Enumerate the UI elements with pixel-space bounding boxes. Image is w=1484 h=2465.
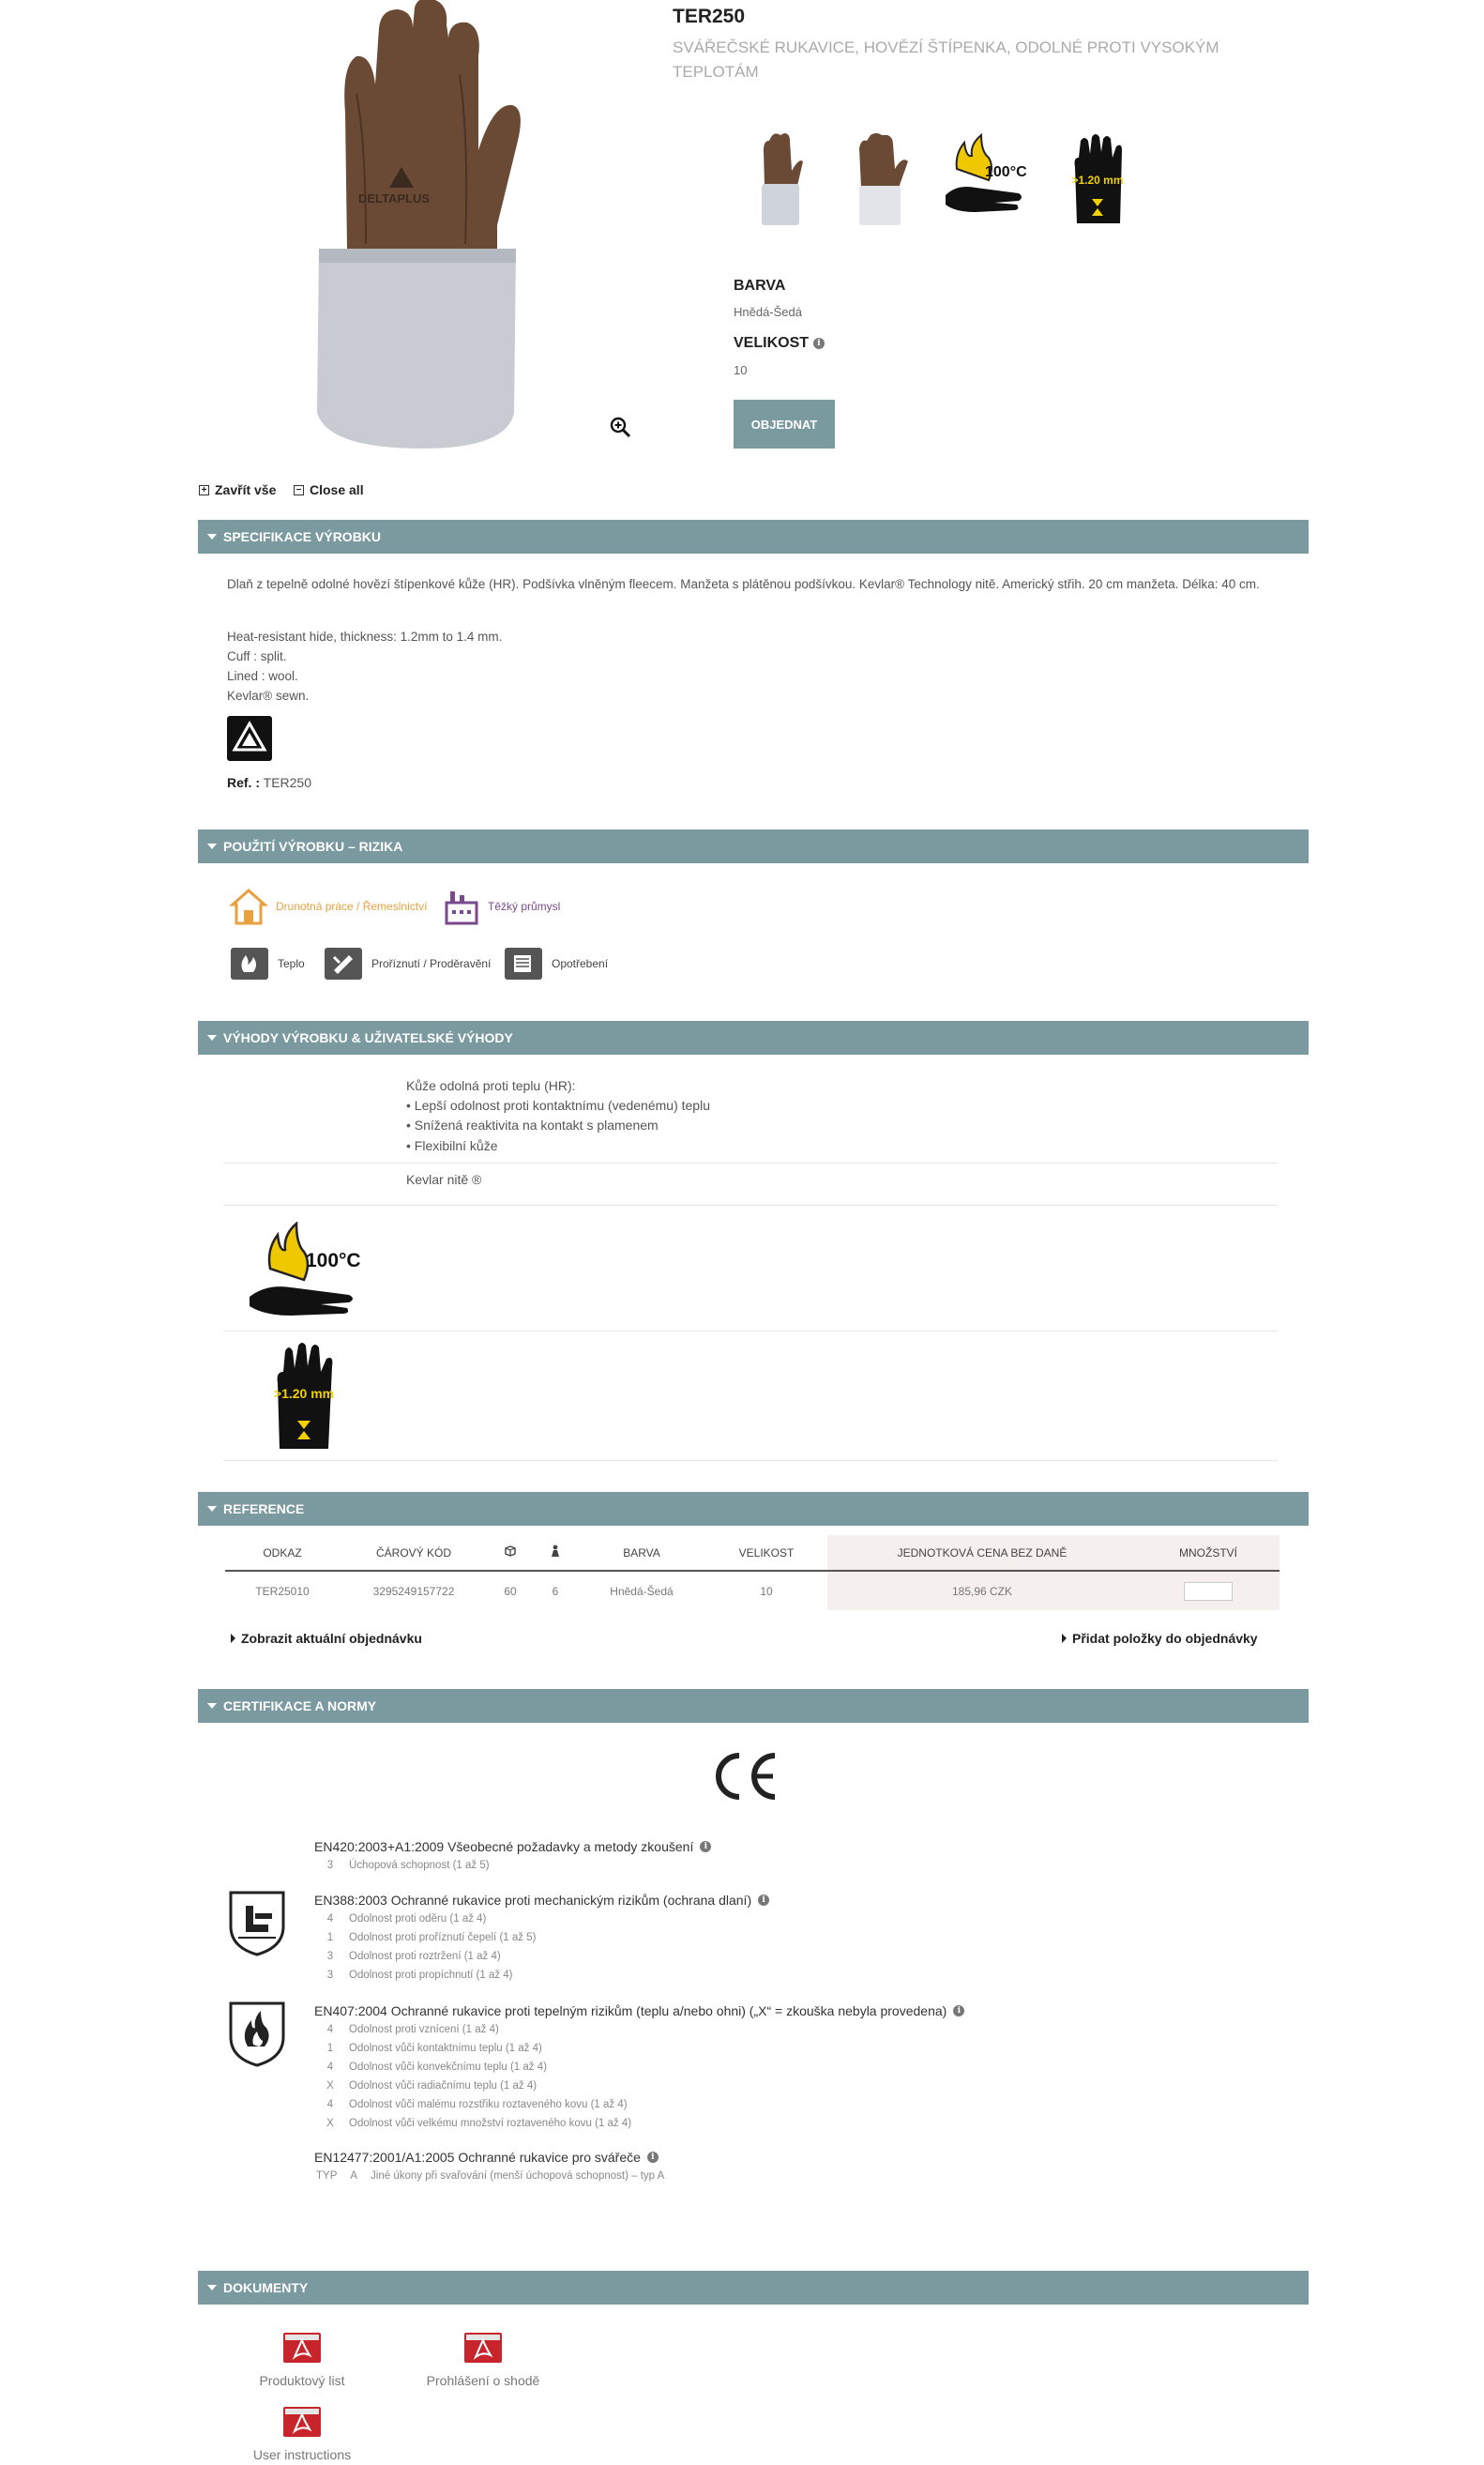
box-icon: [488, 1535, 533, 1571]
cell-price: 185,96 CZK: [827, 1571, 1137, 1610]
plus-square-icon: +: [199, 485, 209, 495]
info-icon[interactable]: i: [953, 2005, 964, 2016]
sector-label: Drunotná práce / Řemeslnictví: [276, 900, 428, 913]
abrasion-icon: [505, 948, 542, 980]
risk-cut: [325, 948, 491, 980]
norm-item: 3 Úchopová schopnost (1 až 5): [326, 1860, 490, 1871]
section-title: SPECIFIKACE VÝROBKU: [223, 529, 382, 544]
size-label: [734, 335, 825, 352]
en388-mechanical-pictogram: [227, 1889, 287, 1956]
norm-item: TYP A Jiné úkony při svařování (menší úchopová schopnost) – typ A: [316, 2170, 665, 2182]
collapse-all-label: Close all: [310, 482, 364, 497]
color-value: Hnědá-Šedá: [734, 305, 802, 319]
quantity-input[interactable]: [1184, 1582, 1233, 1601]
benefit-item: • Snížená reaktivita na kontakt s plamenem: [406, 1118, 659, 1133]
pdf-icon: [281, 2405, 323, 2439]
sector-heavy-industry: [443, 888, 560, 925]
section-title: DOKUMENTY: [223, 2280, 309, 2295]
house-crafts-icon: [229, 888, 268, 925]
cell-color: Hnědá-Šedá: [610, 1584, 674, 1598]
divider: [223, 1163, 1278, 1164]
section-title: VÝHODY VÝROBKU & UŽIVATELSKÉ VÝHODY: [223, 1030, 513, 1045]
order-button[interactable]: OBJEDNAT: [734, 400, 835, 449]
product-image: [300, 0, 544, 452]
norm-title: EN388:2003 Ochranné rukavice proti mechanickým rizikům (ochrana dlaní): [314, 1893, 752, 1908]
table-header-row: [225, 1535, 1280, 1571]
norm-title: EN420:2003+A1:2009 Všeobecné požadavky a metody zkoušení: [314, 1839, 694, 1854]
thumbnail-thickness-icon[interactable]: [1051, 129, 1144, 233]
spec-line: Heat-resistant hide, thickness: 1.2mm to 1.4 mm.: [227, 630, 503, 644]
section-header-benefits[interactable]: [198, 1021, 1309, 1055]
benefit-intro: Kůže odolná proti teplu (HR):: [406, 1078, 576, 1093]
divider: [223, 1205, 1278, 1206]
spec-line: Kevlar® sewn.: [227, 689, 310, 703]
section-title: CERTIFIKACE A NORMY: [223, 1698, 377, 1713]
show-order-label: Zobrazit aktuální objednávku: [241, 1631, 422, 1646]
risk-label: Opotřebení: [552, 957, 609, 970]
risk-heat: [231, 948, 305, 980]
col-header: JEDNOTKOVÁ CENA BEZ DANĚ: [827, 1535, 1137, 1571]
spec-line: Lined : wool.: [227, 669, 298, 683]
doc-label: Produktový list: [259, 2373, 345, 2388]
norm-item: 1 Odolnost vůči kontaktnímu teplu (1 až 4): [326, 2043, 542, 2054]
section-header-usage[interactable]: [198, 829, 1309, 863]
thumbnail-glove-back[interactable]: [833, 129, 927, 233]
norm-item: 3 Odolnost proti roztržení (1 až 4): [326, 1951, 501, 1962]
reference-table: [225, 1535, 1280, 1610]
person-icon: [533, 1535, 578, 1571]
chevron-right-icon: [231, 1634, 235, 1643]
product-subtitle: SVÁŘEČSKÉ RUKAVICE, HOVĚZÍ ŠTÍPENKA, ODOLNÉ PROTI VYSOKÝM TEPLOTÁM: [673, 38, 1219, 81]
norm-item: X Odolnost vůči radiačnímu teplu (1 až 4): [326, 2080, 538, 2092]
norm-item: X Odolnost vůči velkému množství roztaveného kovu (1 až 4): [326, 2118, 632, 2129]
thumbnail-heat-100c-icon[interactable]: [938, 129, 1032, 233]
deltaplus-logo-icon: [227, 716, 272, 761]
glove-logo-text: DELTAPLUS: [358, 191, 431, 205]
risk-abrasion: [505, 948, 608, 980]
norm-en420: [314, 1839, 711, 1854]
section-header-reference[interactable]: [198, 1492, 1309, 1526]
triangle-down-icon: [207, 1035, 217, 1041]
norm-en407: [314, 2003, 964, 2018]
color-label: BARVA: [734, 278, 786, 294]
benefit-kevlar: Kevlar nitě ®: [406, 1172, 482, 1187]
section-title: REFERENCE: [223, 1501, 305, 1516]
col-header: VELIKOST: [705, 1535, 827, 1571]
heat-100c-icon: [246, 1222, 368, 1316]
section-header-specs[interactable]: [198, 520, 1309, 554]
doc-product-sheet[interactable]: [236, 2331, 368, 2388]
product-title: TER250: [673, 6, 746, 27]
ref-line: [227, 775, 311, 790]
benefit-item: • Lepší odolnost proti kontaktnímu (vedenému) teplu: [406, 1098, 710, 1113]
section-title: POUŽITÍ VÝROBKU – RIZIKA: [223, 839, 403, 854]
zoom-icon[interactable]: [608, 415, 632, 439]
ref-label: Ref. :: [227, 775, 260, 790]
cell-ref: TER25010: [255, 1584, 310, 1598]
spec-line: Cuff : split.: [227, 649, 287, 663]
doc-label: User instructions: [252, 2447, 352, 2462]
triangle-down-icon: [207, 1703, 217, 1709]
section-header-certification[interactable]: [198, 1689, 1309, 1723]
triangle-down-icon: [207, 534, 217, 540]
norm-title: EN12477:2001/A1:2005 Ochranné rukavice pro svářeče: [314, 2150, 641, 2165]
size-label-text: VELIKOST: [734, 335, 810, 351]
size-value: 10: [734, 363, 748, 377]
norm-en12477: [314, 2150, 659, 2165]
thickness-icon: [272, 1340, 338, 1453]
flame-hand-icon: [231, 948, 268, 980]
cell-size: 10: [760, 1584, 773, 1598]
thumb-thickness-label: >1.20 mm: [1071, 174, 1124, 187]
info-icon[interactable]: i: [813, 338, 825, 349]
risk-label: Teplo: [278, 957, 305, 970]
norm-item: 4 Odolnost proti vznícení (1 až 4): [326, 2024, 499, 2035]
norm-item: 4 Odolnost vůči malému rozstřiku roztaveného kovu (1 až 4): [326, 2099, 628, 2110]
pdf-icon: [462, 2331, 504, 2365]
factory-icon: [443, 888, 480, 925]
sector-label: Těžký průmysl: [488, 900, 561, 913]
cell-barcode: 3295249157722: [372, 1584, 455, 1598]
norm-en388: [314, 1893, 769, 1908]
spec-description: Dlaň z tepelně odolné hovězí štípenkové kůže (HR). Podšívka vlněným fleecem. Manžeta s plátěnou podšívkou. Kevlar® Technology nitě. Americký střih. 20 cm manžeta. Délka: 40 cm.: [227, 577, 1260, 591]
info-icon[interactable]: i: [758, 1894, 769, 1906]
col-header: MNOŽSTVÍ: [1137, 1535, 1280, 1571]
norm-item: 1 Odolnost proti proříznutí čepelí (1 až 5): [326, 1932, 537, 1943]
show-order-link[interactable]: [231, 1631, 422, 1646]
doc-user-instructions[interactable]: [236, 2405, 368, 2462]
table-row: [225, 1571, 1280, 1610]
info-icon[interactable]: i: [647, 2152, 659, 2163]
expand-all-label: Zavřít vše: [215, 482, 277, 497]
heat-label: 100°C: [306, 1250, 361, 1271]
section-header-documents[interactable]: [198, 2271, 1309, 2305]
col-header: ČÁROVÝ KÓD: [340, 1535, 488, 1571]
ref-value: TER250: [263, 775, 311, 790]
triangle-down-icon: [207, 1506, 217, 1512]
triangle-down-icon: [207, 844, 217, 849]
add-items-link[interactable]: [1062, 1631, 1258, 1646]
risk-label: Proříznutí / Proděravění: [371, 957, 492, 970]
triangle-down-icon: [207, 2285, 217, 2290]
chevron-right-icon: [1062, 1634, 1067, 1643]
norm-item: 3 Odolnost proti propíchnutí (1 až 4): [326, 1970, 513, 1981]
norm-item: 4 Odolnost vůči konvekčnímu teplu (1 až 4): [326, 2062, 547, 2073]
en407-thermal-pictogram: [227, 2000, 287, 2067]
norm-title: EN407:2004 Ochranné rukavice proti tepelným rizikům (teplu a/nebo ohni) („X“ = zkouška nebyla provedena): [314, 2003, 947, 2018]
thumb-heat-label: 100°C: [985, 164, 1027, 180]
sector-crafts: [229, 888, 427, 925]
add-items-label: Přidat položky do objednávky: [1072, 1631, 1258, 1646]
info-icon[interactable]: i: [700, 1841, 711, 1852]
cell-qty: [1137, 1571, 1280, 1610]
blade-cut-icon: [325, 948, 362, 980]
benefit-item: • Flexibilní kůže: [406, 1138, 498, 1153]
doc-label: Prohlášení o shodě: [426, 2373, 540, 2388]
thickness-label: >1.20 mm: [273, 1386, 335, 1401]
norm-item: 4 Odolnost proti oděru (1 až 4): [326, 1913, 487, 1925]
pdf-icon: [281, 2331, 323, 2365]
divider: [223, 1460, 1278, 1461]
doc-declaration[interactable]: [417, 2331, 549, 2388]
cell-box-qty: 60: [504, 1584, 517, 1598]
col-header: ODKAZ: [225, 1535, 340, 1571]
cell-unit-qty: 6: [552, 1584, 559, 1598]
minus-square-icon: −: [294, 485, 304, 495]
ce-mark-icon: [709, 1750, 780, 1803]
collapse-all-button[interactable]: [294, 482, 364, 497]
expand-all-button[interactable]: [199, 482, 276, 497]
thumbnail-glove-front[interactable]: [732, 129, 825, 233]
col-header: BARVA: [578, 1535, 705, 1571]
